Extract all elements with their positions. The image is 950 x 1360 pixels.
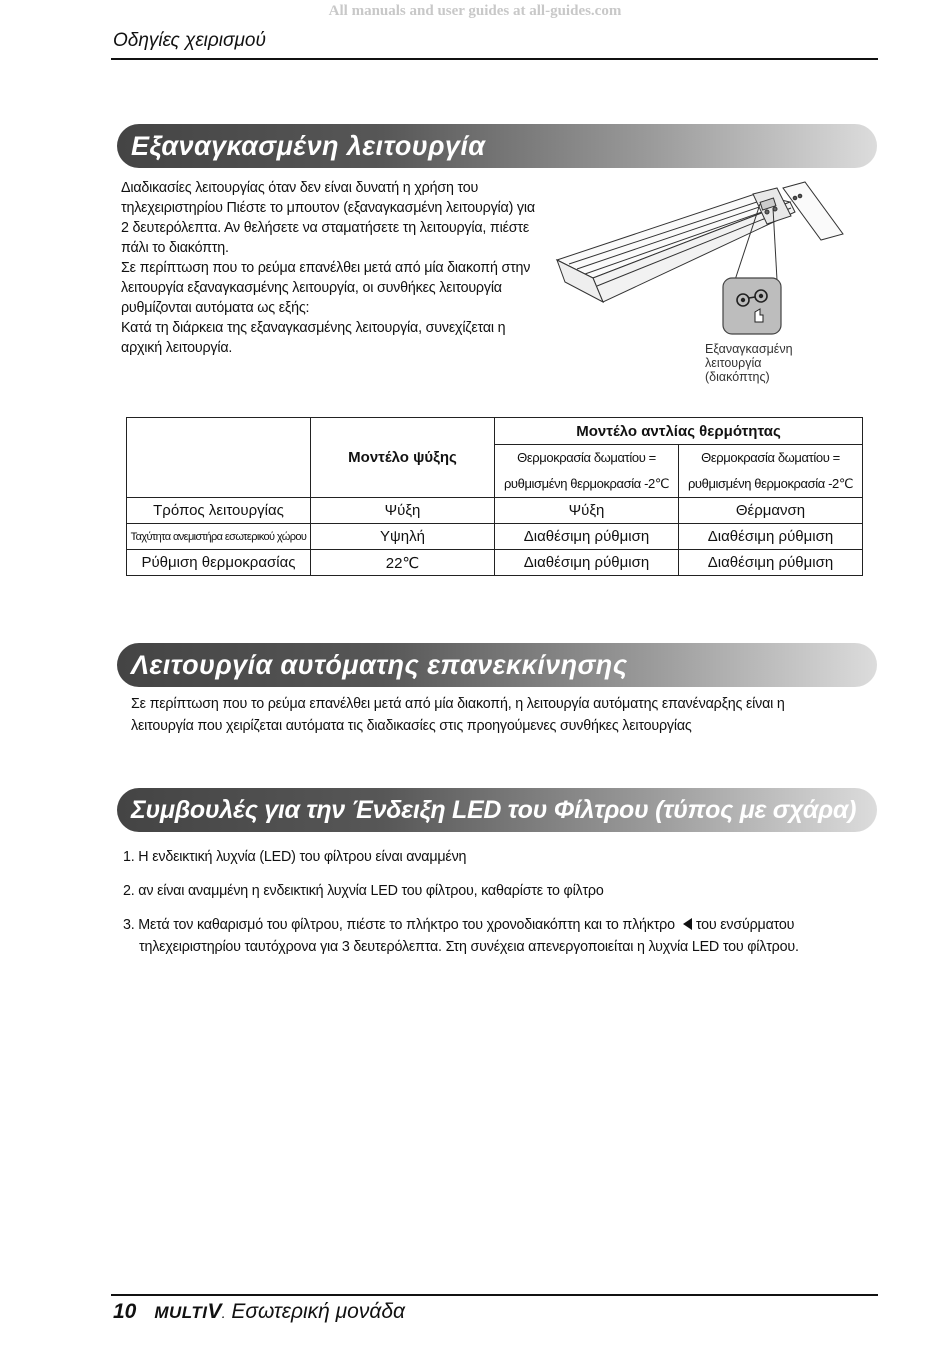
col-cooling-model: Μοντέλο ψύξης: [311, 418, 495, 498]
tip3-text-c: τηλεχειριστηρίου ταυτόχρονα για 3 δευτερόλεπτα. Στη συνέχεια απενεργοποιείται η λυχνία LED του φίλτρου.: [139, 939, 799, 955]
section-heading-forced-operation: Εξαναγκασμένη λειτουργία: [117, 124, 877, 168]
indoor-unit-illustration: [555, 178, 855, 348]
col-heat-pump-model: Μοντέλο αντλίας θερμότητας: [495, 418, 863, 445]
footer-section-title: Εσωτερική μονάδα: [231, 1300, 405, 1323]
brand-v: V: [207, 1300, 223, 1323]
watermark: All manuals and user guides at all-guides.com: [328, 3, 622, 19]
header-rule: [111, 58, 878, 60]
cell-heat-2: Διαθέσιμη ρύθμιση: [679, 550, 863, 576]
tip3-text-b: του ενσύρματου: [695, 917, 795, 933]
row-label-mode: Τρόπος λειτουργίας: [127, 498, 311, 524]
list-item: 1. Η ενδεικτική λυχνία (LED) του φίλτρου είναι αναμμένη: [123, 849, 467, 865]
row-label-fan-speed: Ταχύτητα ανεμιστήρα εσωτερικού χώρου: [127, 524, 311, 550]
section-heading-filter-led-tips: Συμβουλές για την Ένδειξη LED του Φίλτρου (τύπος με σχάρα): [117, 788, 877, 832]
list-item: 2. αν είναι αναμμένη η ενδεικτική λυχνία LED του φίλτρου, καθαρίστε το φίλτρο: [123, 883, 604, 899]
cell-heat-1: Διαθέσιμη ρύθμιση: [495, 550, 679, 576]
table-row: [127, 498, 863, 524]
figure-caption: Εξαναγκασμένη λειτουργία (διακόπτης): [705, 342, 793, 384]
brand-multi: MULTI: [154, 1303, 208, 1322]
auto-restart-paragraph: Σε περίπτωση που το ρεύμα επανέλθει μετά από μία διακοπή, η λειτουργία αυτόματης επανέναρξης είναι η λειτουργία που χειρίζεται αυτόματα τις διαδικασίες στις προηγούμενες συνθήκες λειτουργίας: [131, 696, 785, 734]
forced-operation-paragraph-3: Κατά τη διάρκεια της εξαναγκασμένης λειτουργία, συνεχίζεται η αρχική λειτουργία.: [121, 320, 506, 356]
cell-heat-2: Θέρμανση: [679, 498, 863, 524]
footer-rule: [111, 1294, 878, 1296]
running-title: Οδηγίες χειρισμού: [113, 30, 266, 51]
forced-operation-text: [121, 178, 541, 358]
forced-operation-table: [126, 417, 863, 576]
brand-logo: [154, 1300, 225, 1324]
left-triangle-icon: [683, 918, 692, 930]
cell-cooling: Υψηλή: [311, 524, 495, 550]
page-number: 10: [113, 1300, 137, 1323]
table-row: [127, 550, 863, 576]
section-heading-auto-restart: Λειτουργία αυτόματης επανεκκίνησης: [117, 643, 877, 687]
filter-tips-list: [123, 846, 868, 958]
table-corner-cell: [127, 418, 311, 498]
page-footer: [113, 1300, 405, 1324]
sub-col-room-temp-2: Θερμοκρασία δωματίου = ρυθμισμένη θερμοκρασία -2℃: [679, 445, 863, 498]
forced-operation-paragraph-2: Σε περίπτωση που το ρεύμα επανέλθει μετά από μία διακοπή στην λειτουργία εξαναγκασμένης λειτουργία, οι συνθήκες λειτουργία ρυθμίζονται αυτόματα ως εξής:: [121, 260, 531, 316]
forced-operation-paragraph-1: Διαδικασίες λειτουργίας όταν δεν είναι δυνατή η χρήση του τηλεχειριστηρίου Πιέστε το μπουτον (εξαναγκασμένη λειτουργία) για 2 δευτερόλεπτα. Αν θελήσετε να σταματήσετε τη λειτουργία, πιέστε πάλι το διακόπτη.: [121, 180, 535, 256]
list-item: [123, 914, 868, 958]
row-label-temperature: Ρύθμιση θερμοκρασίας: [127, 550, 311, 576]
cell-heat-2: Διαθέσιμη ρύθμιση: [679, 524, 863, 550]
cell-heat-1: Ψύξη: [495, 498, 679, 524]
brand-dot: .: [222, 1310, 226, 1321]
cell-cooling: 22℃: [311, 550, 495, 576]
tip3-text-a: 3. Μετά τον καθαρισμό του φίλτρου, πιέστε το πλήκτρο του χρονοδιακόπτη και το πλήκτρο: [123, 917, 675, 933]
sub-col-room-temp-1: Θερμοκρασία δωματίου = ρυθμισμένη θερμοκρασία -2℃: [495, 445, 679, 498]
cell-cooling: Ψύξη: [311, 498, 495, 524]
table-row: [127, 524, 863, 550]
cell-heat-1: Διαθέσιμη ρύθμιση: [495, 524, 679, 550]
